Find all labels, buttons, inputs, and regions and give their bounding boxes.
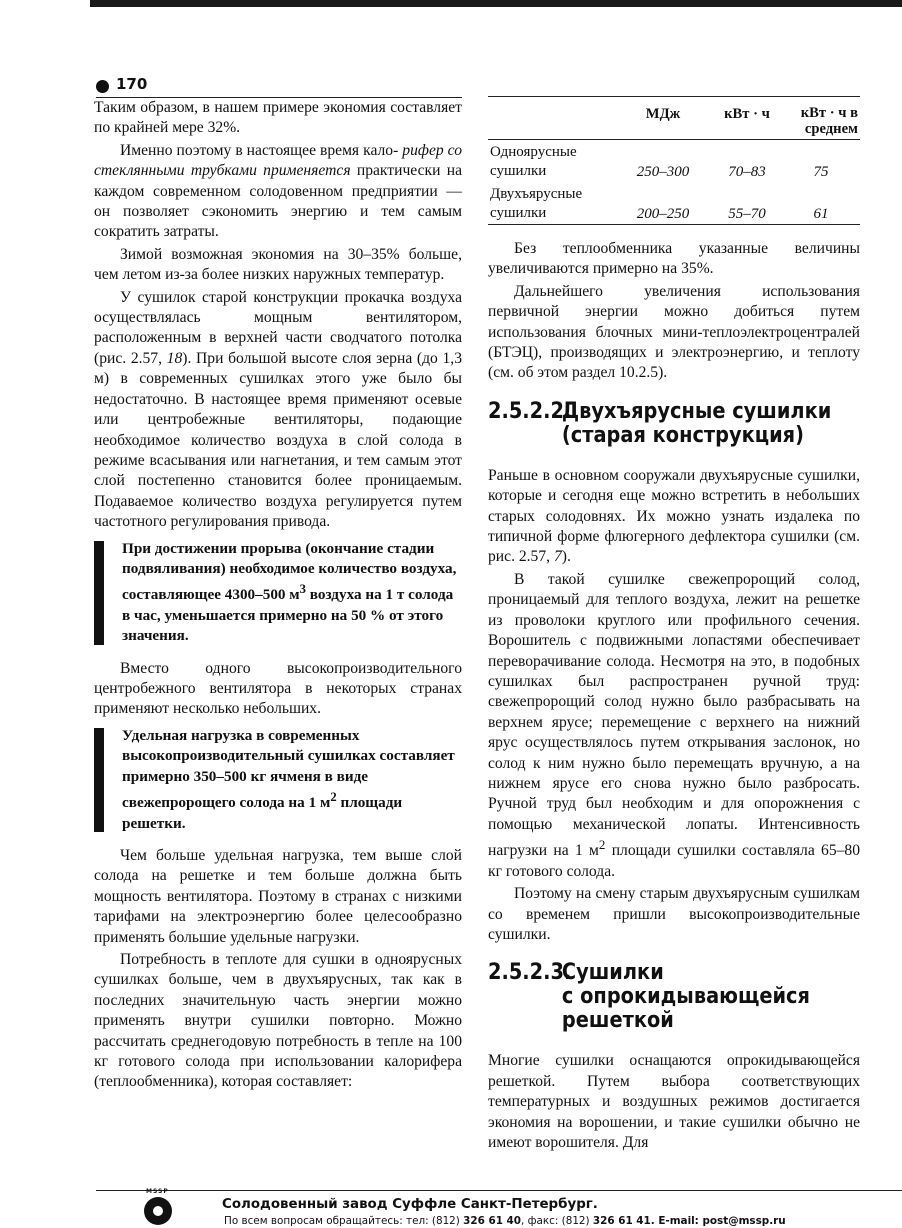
text-run: При достижении прорыва (окончание стадии подвяливания) необходимое количество воздуха, составляющее 4300–500 м — [122, 539, 457, 604]
text-run: По всем вопросам обращайтесь: тел: (812) — [224, 1215, 464, 1227]
table-cell: 250–300 — [636, 164, 690, 180]
footer-contacts — [224, 1215, 786, 1227]
callout-bar — [94, 728, 104, 832]
callout-load — [94, 726, 462, 834]
left-column — [94, 98, 462, 1188]
paragraph: Вместо одного высокопроизводительного центробежного вентилятора в некоторых странах применяют несколько небольших. — [94, 659, 462, 718]
callout-text — [122, 726, 462, 834]
section-title-line: (старая конструкция) — [561, 422, 804, 448]
table-header — [488, 97, 614, 140]
text-run: практически на каждом современном солодовенном предприятии — он позволяет сэкономить энергию и тем самым сократить затраты. — [94, 162, 462, 241]
table-row — [488, 140, 860, 183]
table-cell: 55–70 — [728, 206, 766, 222]
figure-ref: 18 — [166, 349, 183, 367]
table-header: МДж — [645, 106, 681, 122]
paragraph: Зимой возможная экономия на 30–35% больше, чем летом из-за более низких наружных температур. — [94, 245, 462, 284]
table-cell: 75 — [813, 164, 829, 180]
text-run: . E-mail: — [650, 1215, 703, 1227]
table-cell: Двухъярусные сушилки — [490, 186, 583, 221]
table-header-row — [488, 97, 860, 140]
footer-phone[interactable]: 326 61 40 — [463, 1215, 521, 1227]
section-number: 2.5.2.3. — [488, 960, 572, 986]
text-run: Именно поэтому в настоящее время кало- — [120, 141, 399, 159]
page-number: 170 — [116, 75, 148, 93]
text-run: , факс: (812) — [521, 1215, 593, 1227]
top-rule — [90, 0, 902, 7]
superscript: 2 — [598, 837, 606, 853]
footer-fax: 326 61 41 — [592, 1215, 651, 1227]
superscript: 2 — [330, 790, 337, 805]
paragraph: Многие сушилки оснащаются опрокидывающейся решеткой. Путем выбора соответствующих температурных и воздушных режимов достигается экономия на ворошении, и такие сушилки обычно не имеют ворошителя. Для — [488, 1052, 860, 1151]
paragraph — [94, 141, 462, 243]
table-header: кВт · ч в среднем — [800, 105, 858, 137]
right-column — [488, 96, 860, 1188]
text-run: Раньше в основном сооружали двухъярусные сушилки, которые и сегодня еще можно встретить в небольших старых солодовнях. Их можно узнать издалека по типичной форме флюгерного дефлектора сушилки (см. рис. 2.57, — [488, 466, 860, 566]
section-number: 2.5.2.2. — [488, 398, 572, 424]
footer-email-link[interactable]: post@mssp.ru — [702, 1215, 786, 1227]
table-cell: 61 — [813, 206, 829, 222]
callout-bar — [94, 541, 104, 645]
callout-airflow — [94, 539, 462, 647]
heat-demand-table — [488, 96, 860, 225]
text-run: воздуха на 1 т солода в час, уменьшается примерно на 50 % от этого значения. — [122, 586, 454, 645]
superscript: 3 — [299, 582, 306, 597]
text-run: площади решетки. — [122, 794, 403, 832]
italic-text: рифер со стеклянными трубками применяется — [94, 141, 462, 180]
paragraph — [94, 288, 462, 533]
mssp-logo-icon — [144, 1188, 172, 1225]
paragraph: Дальнейшего увеличения использования первичной энергии можно добиться путем использования блочных мини-теплоэлектроцентралей (БТЭЦ), производящих и электроэнергию, и теплоту (см. об этом раздел 10.2.5). — [488, 282, 860, 382]
paragraph: Поэтому на смену старым двухъярусным сушилкам со временем пришли высокопроизводительные сушилки. — [488, 885, 860, 943]
section-title-line: Двухъярусные сушилки — [561, 398, 832, 424]
logo-tag: MSSP — [146, 1188, 169, 1195]
text-run: В такой сушилке свежепророщий солод, проницаемый для теплого воздуха, лежит на решетке из проволоки круглого или профильного сечения. Ворошитель с подвижными лопастями обеспечивает переворачивание солода. Несмотря на это, в подобных сушилках был распространен ручной труд: свежепророщий солод нужно было разбрасывать на верхнем ярусе; перемещение с верхнего на нижний ярус осуществлялось путем открывания заслонок, но солод к ним нужно было перемещать вручную, а на нижнем ярусе его снова нужно было разбросать. Ручной труд был необходим и для опорожнения с помощью механической лопаты. Интенсивность нагрузки на 1 м — [488, 570, 860, 860]
section-title-line: Сушилки — [561, 960, 664, 986]
text-run: ). При большой высоте слоя зерна (до 1,3 м) в современных сушилках этого уже было бы недостаточно. В настоящее время применяют осевые или центробежные вентиляторы, подающие необходимое количество воздуха в слой солода в режиме всасывания или нагнетания, и тем самым этот слой постепенно становится более проницаемым. Подаваемое количество воздуха регулируется путем частотного регулирования привода. — [94, 349, 462, 531]
page-bullet-icon — [96, 80, 109, 93]
table-row — [488, 182, 860, 225]
figure-ref: 7 — [553, 548, 562, 566]
table-cell: 70–83 — [728, 164, 766, 180]
text-run: У сушилок старой конструкции прокачка воздуха осуществлялась мощным вентилятором, расположенным в верхней части сводчатого потолка (рис. 2.57, — [94, 288, 462, 367]
page-header — [96, 76, 462, 98]
paragraph: Без теплообменника указанные величины увеличиваются примерно на 35%. — [488, 240, 860, 278]
table-cell: Одноярусные сушилки — [490, 144, 577, 179]
text-run: ). — [561, 548, 571, 566]
paragraph: Таким образом, в нашем примере экономия составляет по крайней мере 32%. — [94, 99, 462, 137]
table-cell: 200–250 — [636, 206, 690, 222]
text-run: Удельная нагрузка в современных высокопроизводительный сушилках составляет примерно 350–500 кг ячменя в виде свежепророщего солода на 1 м — [122, 726, 455, 812]
paragraph: Потребность в теплоте для сушки в одноярусных сушилках больше, чем в двухъярусных, так как в последних значительную часть энергии можно применять внутри сушилки повторно. Можно рассчитать среднегодовую потребность в тепле на 100 кг готового солода при использовании калорифера (теплообменника), которая составляет: — [94, 950, 462, 1091]
section-title-line: решеткой — [561, 1008, 674, 1034]
page-footer — [96, 1190, 902, 1228]
section-title-line: с опрокидывающейся — [561, 984, 810, 1010]
text-run: площади сушилки составляла 65–80 кг готового солода. — [488, 842, 861, 880]
table-header: кВт · ч — [724, 106, 770, 122]
paragraph — [488, 466, 860, 568]
paragraph: Чем больше удельная нагрузка, тем выше слой солода на решетке и тем больше должна быть мощность вентилятора. Поэтому в странах с низкими тарифами на электроэнергию более целесообразно применять большие удельные нагрузки. — [94, 846, 462, 946]
section-heading — [488, 961, 858, 1033]
section-heading — [488, 400, 858, 448]
paragraph — [488, 570, 860, 882]
footer-company: Солодовенный завод Суффле Санкт-Петербург. — [222, 1197, 598, 1212]
logo-center — [153, 1206, 163, 1216]
callout-text — [122, 539, 462, 647]
